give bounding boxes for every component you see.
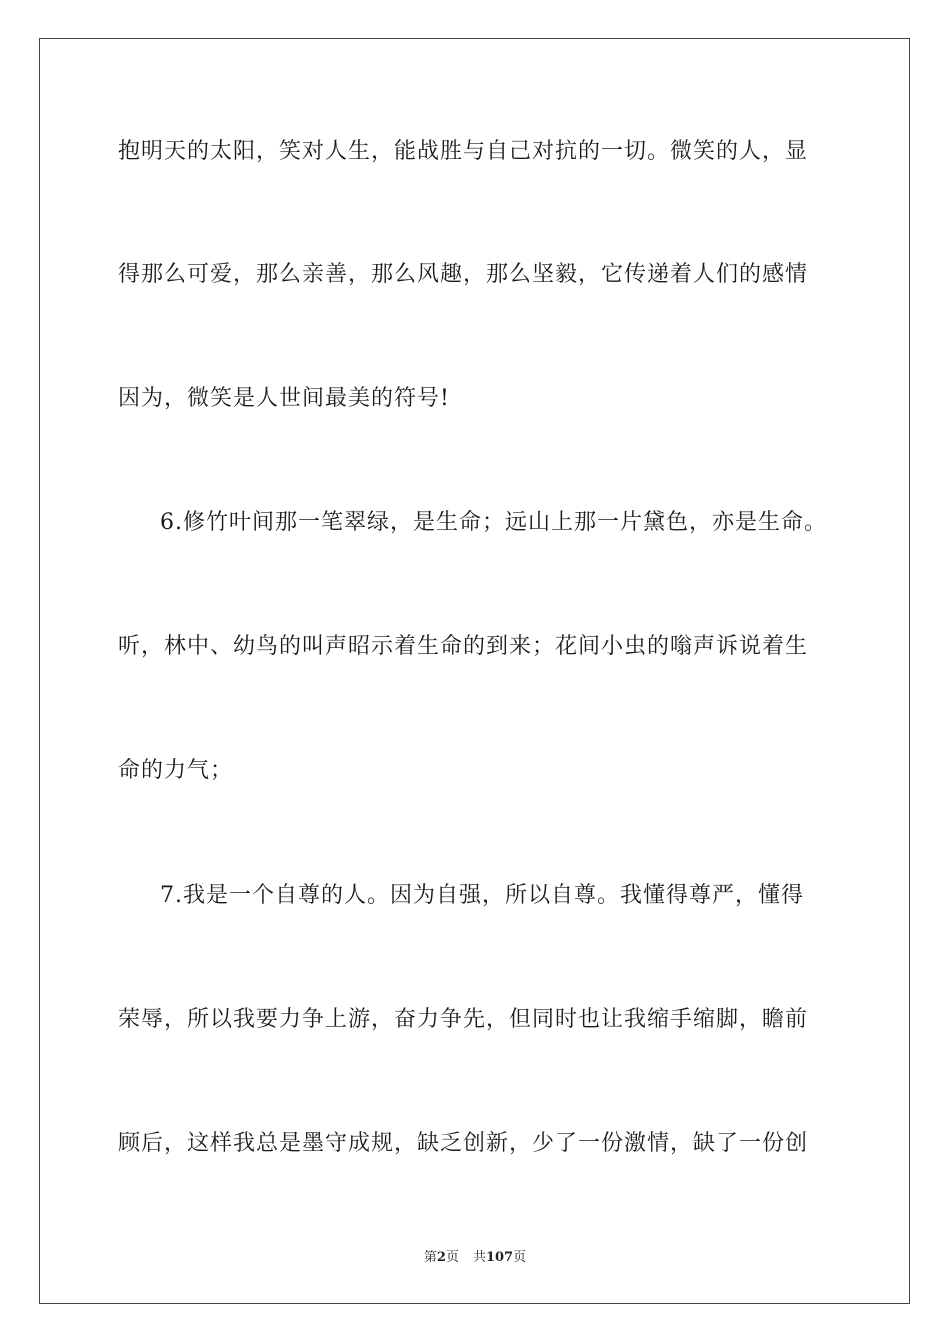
page-border <box>39 38 910 1304</box>
page-prefix: 第 <box>423 1250 437 1265</box>
text-line: 抱明天的太阳，笑对人生，能战胜与自己对抗的一切。微笑的人，显 <box>118 139 809 164</box>
page-suffix: 页 <box>445 1250 459 1265</box>
text-line: 荣辱，所以我要力争上游，奋力争先，但同时也让我缩手缩脚，瞻前 <box>118 1007 809 1032</box>
paragraph-6-first-line: 6.修竹叶间那一笔翠绿，是生命；远山上那一片黛色，亦是生命。 <box>160 510 827 535</box>
text-line: 得那么可爱，那么亲善，那么风趣，那么坚毅，它传递着人们的感情 <box>118 262 809 287</box>
page-number: 2 <box>436 1250 446 1265</box>
total-suffix: 页 <box>513 1250 527 1265</box>
text-line: 听，林中、幼鸟的叫声昭示着生命的到来；花间小虫的嗡声诉说着生 <box>118 634 809 659</box>
text-line: 命的力气； <box>118 758 234 783</box>
page-footer <box>0 1246 950 1265</box>
text-line: 顾后，这样我总是墨守成规，缺乏创新，少了一份激情，缺了一份创 <box>118 1131 809 1156</box>
text-line: 因为，微笑是人世间最美的符号! <box>118 386 450 411</box>
total-prefix: 共 <box>472 1250 486 1265</box>
total-pages: 107 <box>485 1250 514 1265</box>
paragraph-7-first-line: 7.我是一个自尊的人。因为自强，所以自尊。我懂得尊严，懂得 <box>160 883 804 908</box>
